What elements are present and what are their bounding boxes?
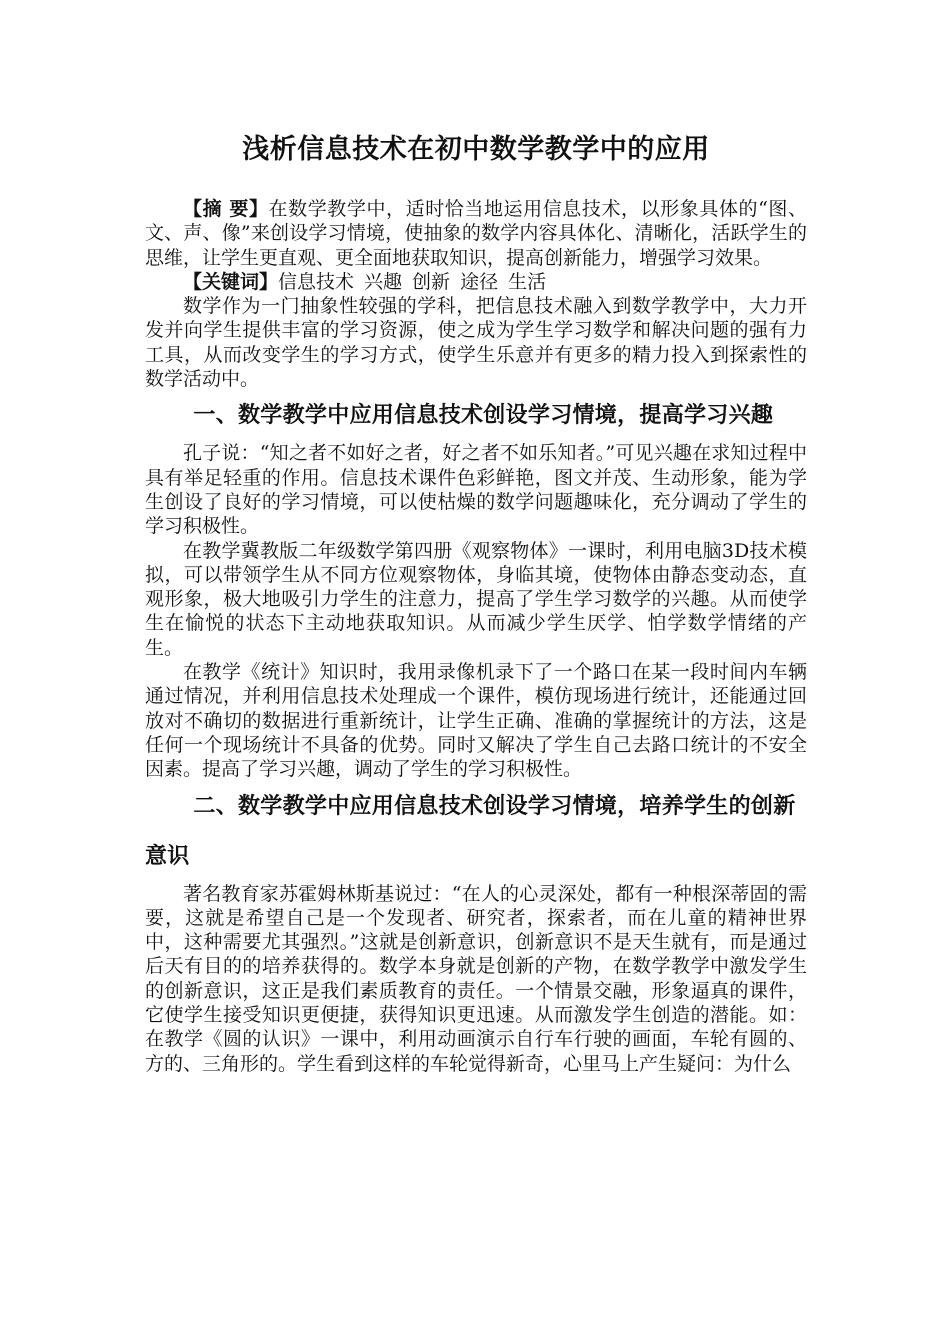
keyword: 创新 [412, 270, 451, 293]
keyword: 兴趣 [364, 270, 403, 293]
section-heading: 二、数学教学中应用信息技术创设学习情境，培养学生的创新意识 [145, 793, 796, 869]
document-title: 浅析信息技术在初中数学教学中的应用 [242, 134, 710, 165]
body-paragraph: 在教学冀教版二年级数学第四册《观察物体》一课时，利用电脑3D技术模拟，可以带领学生从不同方位观察物体，身临其境，使物体由静态变动态，直观形象，极大地吸引力学生的注意力，提高了学生学习数学的兴趣。从而使学生在愉悦的状态下主动地获取知识。从而减少学生厌学、怕学数学情绪的产生。 [145, 539, 807, 659]
abstract-paragraph [145, 197, 807, 270]
body-paragraph: 孔子说：“知之者不如好之者，好之者不如乐知者。”可见兴趣在求知过程中具有举足轻重的作用。信息技术课件色彩鲜艳，图文并茂、生动形象，能为学生创设了良好的学习情境，可以使枯燥的数学问题趣味化，充分调动了学生的学习积极性。 [145, 442, 807, 538]
document-body [145, 197, 807, 1076]
keyword: 生活 [508, 270, 547, 293]
keyword: 途径 [460, 270, 499, 293]
keywords-paragraph [145, 270, 807, 294]
body-paragraph: 在教学《统计》知识时，我用录像机录下了一个路口在某一段时间内车辆通过情况，并利用信息技术处理成一个课件，模仿现场进行统计，还能通过回放对不确切的数据进行重新统计，让学生正确、准确的掌握统计的方法，这是任何一个现场统计不具备的优势。同时又解决了学生自己去路口统计的不安全因素。提高了学习兴趣，调动了学生的学习积极性。 [145, 661, 807, 781]
intro-paragraph: 数学作为一门抽象性较强的学科，把信息技术融入到数学教学中，大力开发并向学生提供丰富的学习资源，使之成为学生学习数学和解决问题的强有力工具，从而改变学生的学习方式，使学生乐意并有更多的精力投入到探索性的数学活动中。 [145, 295, 807, 391]
abstract-label: 【摘 要】 [183, 198, 269, 220]
keyword: 信息技术 [278, 270, 355, 293]
abstract-text: 在数学教学中，适时恰当地运用信息技术，以形象具体的“图、文、声、像”来创设学习情境，使抽象的数学内容具体化、清晰化，活跃学生的思维，让学生更直观、更全面地获取知识，提高创新能力，增强学习效果。 [145, 198, 807, 269]
section-heading: 一、数学教学中应用信息技术创设学习情境，提高学习兴趣 [193, 403, 774, 429]
keywords-label: 【关键词】 [183, 270, 279, 293]
body-paragraph: 著名教育家苏霍姆林斯基说过：“在人的心灵深处，都有一种根深蒂固的需要，这就是希望自己是一个发现者、研究者，探索者，而在儿童的精神世界中，这种需要尤其强烈。”这就是创新意识，创新意识不是天生就有，而是通过后天有目的的培养获得的。数学本身就是创新的产物，在数学教学中激发学生的创新意识，这正是我们素质教育的责任。一个情景交融，形象逼真的课件，它使学生接受知识更便捷，获得知识更迅速。从而激发学生创造的潜能。如：在教学《圆的认识》一课中，利用动画演示自行车行驶的画面，车轮有圆的、方的、三角形的。学生看到这样的车轮觉得新奇，心里马上产生疑问：为什么 [145, 882, 807, 1075]
